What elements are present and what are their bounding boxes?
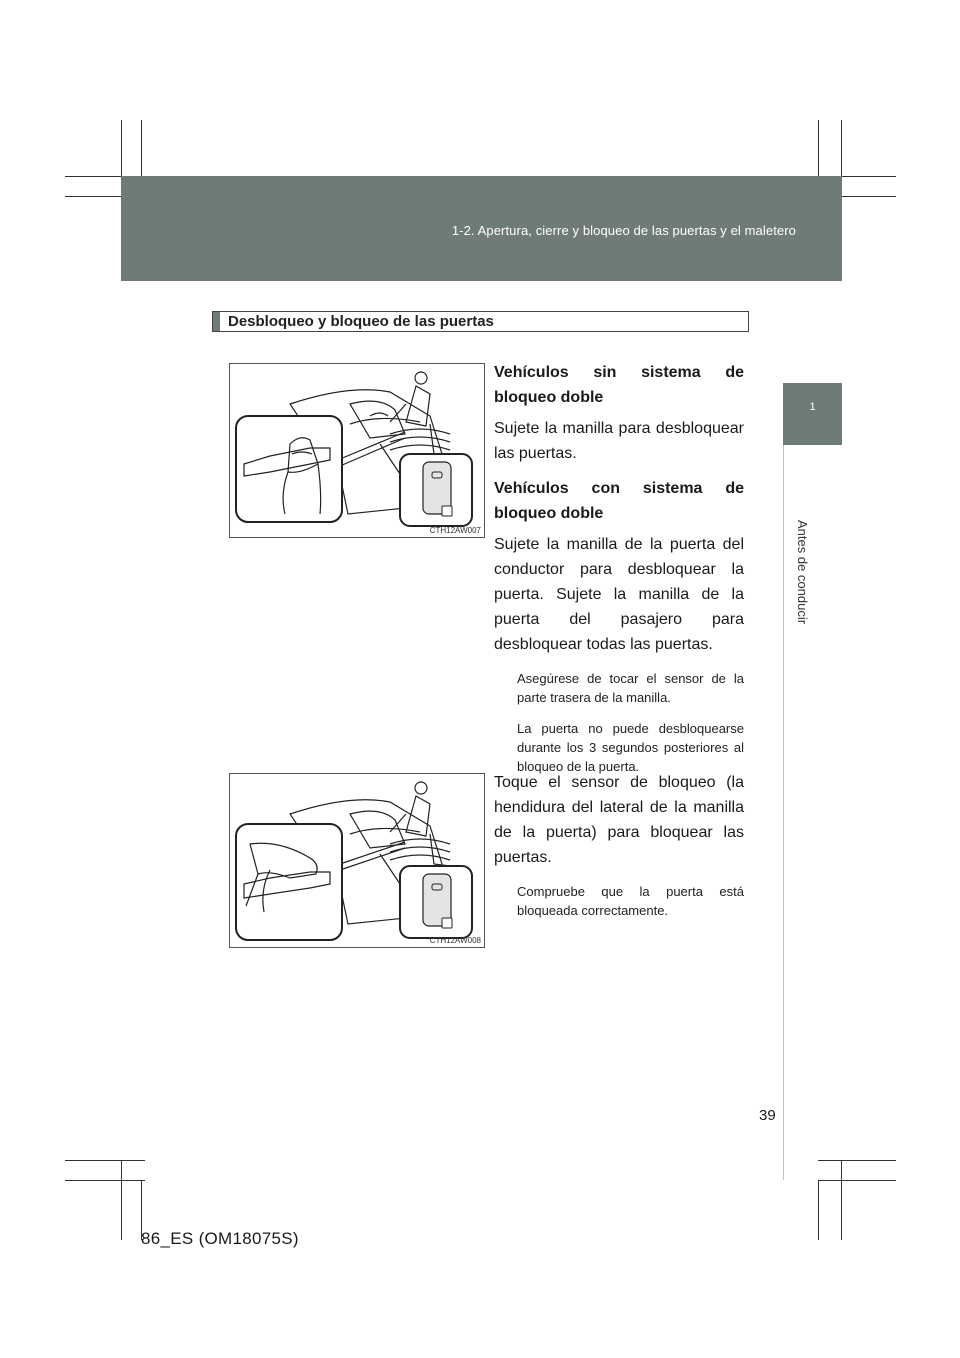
crop-mark [818, 1160, 896, 1161]
subheading-with-double-lock: Vehículos con sistema de bloqueo doble [494, 480, 744, 522]
figure-lock-door [229, 773, 485, 948]
figure-code: CTH12AW007 [429, 526, 481, 535]
header-title: 1-2. Apertura, cierre y bloqueo de las puertas y el maletero [451, 223, 796, 238]
unlock-illustration [230, 364, 485, 538]
crop-mark [841, 1160, 842, 1240]
crop-mark [65, 1180, 145, 1181]
document-code: 86_ES (OM18075S) [141, 1229, 299, 1248]
chapter-number: 1 [809, 401, 816, 413]
note-sensor-touch: Asegúrese de tocar el sensor de la parte trasera de la manilla. [517, 671, 744, 705]
note-check-locked: Compruebe que la puerta está bloqueada correctamente. [517, 884, 744, 918]
note-unlock-delay: La puerta no puede desbloquearse durante los 3 segundos posteriores al bloqueo de la puerta. [517, 721, 744, 774]
crop-mark [65, 1160, 145, 1161]
paragraph-lock-sensor: Toque el sensor de bloqueo (la hendidura del lateral de la manilla de la puerta) para bloquear las puertas. [494, 774, 744, 866]
subheading-without-double-lock: Vehículos sin sistema de bloqueo doble [494, 364, 744, 406]
paragraph-with-double-lock: Sujete la manilla de la puerta del conductor para desbloquear la puerta. Sujete la manilla de la puerta del pasajero para desbloquear todas las puertas. [494, 536, 744, 653]
chapter-label: Antes de conducir [795, 520, 810, 625]
crop-mark [818, 1180, 819, 1240]
page-number: 39 [759, 1107, 776, 1124]
crop-mark [121, 1160, 122, 1240]
text-column-lock [494, 770, 744, 920]
lock-illustration [230, 774, 485, 948]
figure-unlock-door [229, 363, 485, 538]
text-column-unlock [494, 360, 744, 776]
crop-mark [818, 1180, 896, 1181]
chapter-header-band [121, 176, 842, 281]
section-heading [212, 311, 749, 332]
figure-code: CTH12AW008 [429, 936, 481, 945]
side-divider [783, 445, 784, 1180]
paragraph-without-double-lock: Sujete la manilla para desbloquear las puertas. [494, 420, 744, 462]
section-heading-bar [213, 312, 220, 331]
chapter-tab [783, 383, 842, 445]
section-heading-text: Desbloqueo y bloqueo de las puertas [228, 313, 494, 330]
